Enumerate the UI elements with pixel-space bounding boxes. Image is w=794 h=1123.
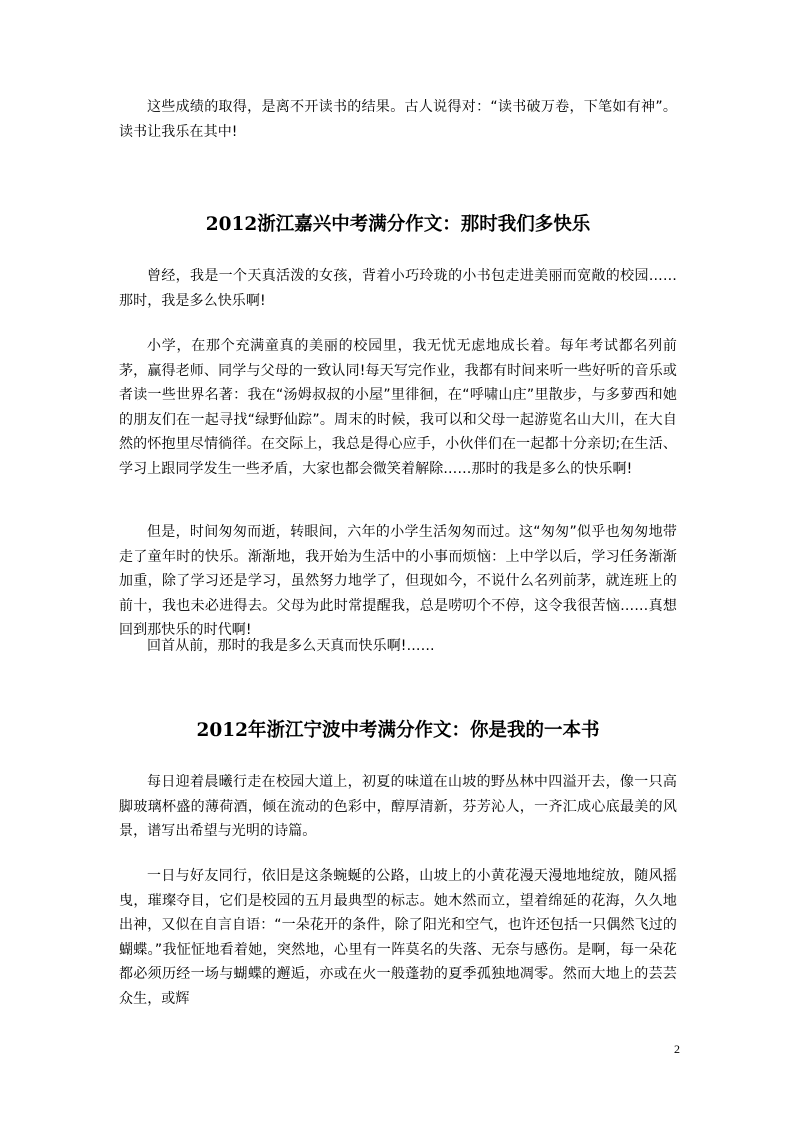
body-paragraph: 回首从前，那时的我是多么天真而快乐啊!…… (147, 638, 435, 654)
body-paragraph: 一日与好友同行，依旧是这条蜿蜒的公路，山坡上的小黄花漫天漫地地绽放，随风摇曳，璀璨夺目，它们是校园的五月最典型的标志。她木然而立，望着绵延的花海，久久地出神，又似在自言自语：“一朵花开的条件，除了阳光和空气，也许还包括一只偶然飞过的蝴蝶。”我怔怔地看着她，突然地，心里有一阵莫名的失落、无奈与感伤。是啊，每一朵花都必须历经一场与蝴蝶的邂逅，亦或在火一般蓬勃的夏季孤独地凋零。然而大地上的芸芸众生，或辉 (119, 868, 677, 1007)
body-paragraph: 曾经，我是一个天真活泼的女孩，背着小巧玲珑的小书包走进美丽而宽敞的校园……那时，我是多么快乐啊! (119, 268, 677, 309)
body-paragraph: 每日迎着晨曦行走在校园大道上，初夏的味道在山坡的野丛林中四溢开去，像一只高脚玻璃杯盛的薄荷酒，倾在流动的色彩中，醇厚清新，芬芳沁人，一齐汇成心底最美的风景，谱写出希望与光明的诗篇。 (119, 774, 677, 839)
body-paragraph: 但是，时间匆匆而逝，转眼间，六年的小学生活匆匆而过。这“匆匆”似乎也匆匆地带走了童年时的快乐。渐渐地，我开始为生活中的小事而烦恼：上中学以后，学习任务渐渐加重，除了学习还是学习，虽然努力地学了，但现如今，不说什么名列前茅，就连班上的前十，我也未必进得去。父母为此时常提醒我，总是唠叨个不停，这令我很苦恼……真想回到那快乐的时代啊! (119, 524, 677, 638)
essay-title: 2012浙江嘉兴中考满分作文：那时我们多快乐 (205, 214, 591, 235)
body-paragraph: 这些成绩的取得，是离不开读书的结果。古人说得对：“读书破万卷，下笔如有神”。读书让我乐在其中! (119, 99, 677, 140)
body-paragraph: 小学，在那个充满童真的美丽的校园里，我无忧无虑地成长着。每年考试都名列前茅，赢得老师、同学与父母的一致认同!每天写完作业，我都有时间来听一些好听的音乐或者读一些世界名著：我在“汤姆叔叔的小屋”里徘徊，在“呼啸山庄”里散步，与多萝西和她的朋友们在一起寻找“绿野仙踪”。周末的时候，我可以和父母一起游览名山大川，在大自然的怀抱里尽情徜徉。在交际上，我总是得心应手，小伙伴们在一起都十分亲切;在生活、学习上跟同学发生一些矛盾，大家也都会微笑着解除……那时的我是多么的快乐啊! (119, 338, 677, 477)
page-number: 2 (674, 1042, 680, 1056)
essay-title: 2012年浙江宁波中考满分作文：你是我的一本书 (196, 720, 600, 741)
